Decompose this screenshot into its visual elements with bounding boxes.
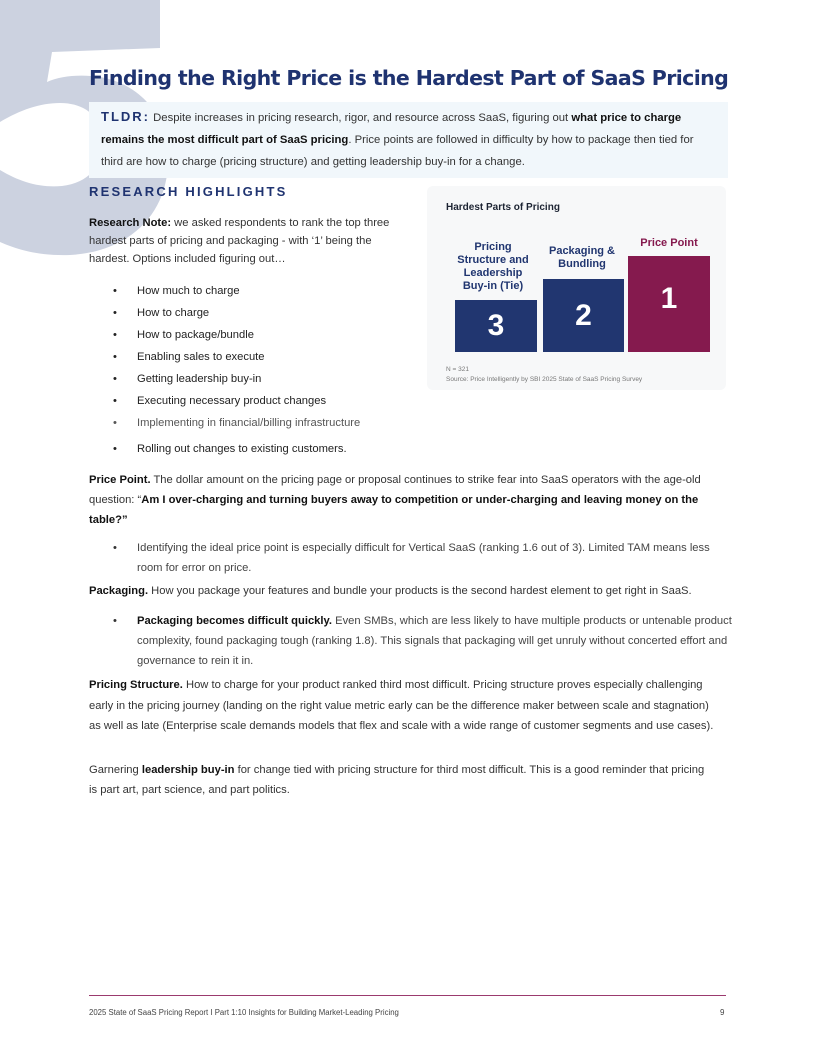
footer-text: 2025 State of SaaS Pricing Report I Part 1:10 Insights for Building Market-Leading Pricing	[89, 1008, 399, 1017]
research-note-text: we asked respondents to rank the top three hardest parts of pricing and packaging - with ‘1’ being the hardest. Options included figuring out…	[89, 217, 390, 265]
bar-label-pricing-structure: Pricing Structure and Leadership Buy-in (Tie)	[457, 241, 529, 292]
list-item: • Rolling out changes to existing customers.	[113, 443, 347, 455]
page-number: 9	[720, 1008, 725, 1017]
leadership-paragraph: Garnering leadership buy-in for change tied with pricing structure for third most difficult. This is a good reminder that pricing is part art, part science, and part politics.	[89, 764, 705, 796]
bar-rank-2: 2	[543, 279, 624, 352]
research-highlights-heading: RESEARCH HIGHLIGHTS	[89, 184, 288, 199]
tldr-label: TLDR:	[101, 109, 150, 124]
price-point-bullet: • Identifying the ideal price point is especially difficult for Vertical SaaS (ranking 1.6 out of 3). Limited TAM means less room for error on price.	[113, 542, 710, 574]
chart-sample-size: N = 321	[446, 366, 469, 373]
tldr-box	[89, 102, 728, 178]
list-item: • Implementing in financial/billing infrastructure	[113, 417, 361, 429]
footer-divider	[89, 995, 726, 996]
packaging-label: Packaging.	[89, 585, 149, 597]
pricing-structure-label: Pricing Structure.	[89, 679, 183, 691]
packaging-paragraph: Packaging. How you package your features and bundle your products is the second hardest element to get right in SaaS.	[89, 585, 692, 597]
bar-label-packaging: Packaging & Bundling	[548, 245, 616, 270]
list-item: • How to package/bundle	[113, 329, 254, 341]
list-item: • How much to charge	[113, 285, 240, 297]
chart-title: Hardest Parts of Pricing	[446, 202, 560, 213]
bar-rank-1: 1	[628, 256, 710, 352]
page-title: Finding the Right Price is the Hardest Part of SaaS Pricing	[89, 66, 729, 90]
list-item: • Executing necessary product changes	[113, 395, 327, 407]
list-item: • Enabling sales to execute	[113, 351, 265, 363]
bar-rank-3: 3	[455, 300, 537, 352]
leadership-bold: leadership buy-in	[141, 764, 235, 776]
price-point-label: Price Point.	[89, 474, 151, 486]
list-item: • How to charge	[113, 307, 210, 319]
price-point-paragraph: Price Point. The dollar amount on the pricing page or proposal continues to strike fear into SaaS operators with the age-old question: “Am I over-charging and turning buyers away to competition or under-charging and leaving money on the table?”	[89, 474, 701, 526]
tldr-bold: what price to charge remains the most difficult part of SaaS pricing	[101, 112, 682, 146]
tldr-text-1: Despite increases in pricing research, rigor, and resource across SaaS, figuring out	[150, 112, 572, 124]
bar-label-price-point: Price Point	[640, 237, 698, 249]
options-list	[113, 280, 360, 460]
pricing-structure-paragraph: Pricing Structure. How to charge for your product ranked third most difficult. Pricing structure proves especially challenging early in the pricing journey (landing on the right value metric early can be the difference maker between scale and stagnation) as well as late (Enterprise scale demands models that flex and scale with a wide range of customer segments and use cases).	[89, 679, 714, 732]
hardest-parts-chart	[427, 186, 726, 390]
research-note-label: Research Note:	[89, 217, 172, 229]
research-note	[89, 214, 399, 268]
tldr-text-2: . Price points are followed in difficulty by how to package then tied for third are how to charge (pricing structure) and getting leadership buy-in for a change.	[101, 134, 694, 168]
chart-source: Source: Price Intelligently by SBI 2025 State of SaaS Pricing Survey	[446, 376, 643, 383]
packaging-bullet: • Packaging becomes difficult quickly. Even SMBs, which are less likely to have multiple products or untenable product complexity, found packaging tough (ranking 1.8). This signals that packaging will get unruly without concerted effort and governance to rein it in.	[113, 615, 732, 667]
price-point-quote: Am I over-charging and turning buyers away to competition or under-charging and leaving money on the table?”	[89, 494, 699, 526]
list-item: • Getting leadership buy-in	[113, 373, 262, 385]
